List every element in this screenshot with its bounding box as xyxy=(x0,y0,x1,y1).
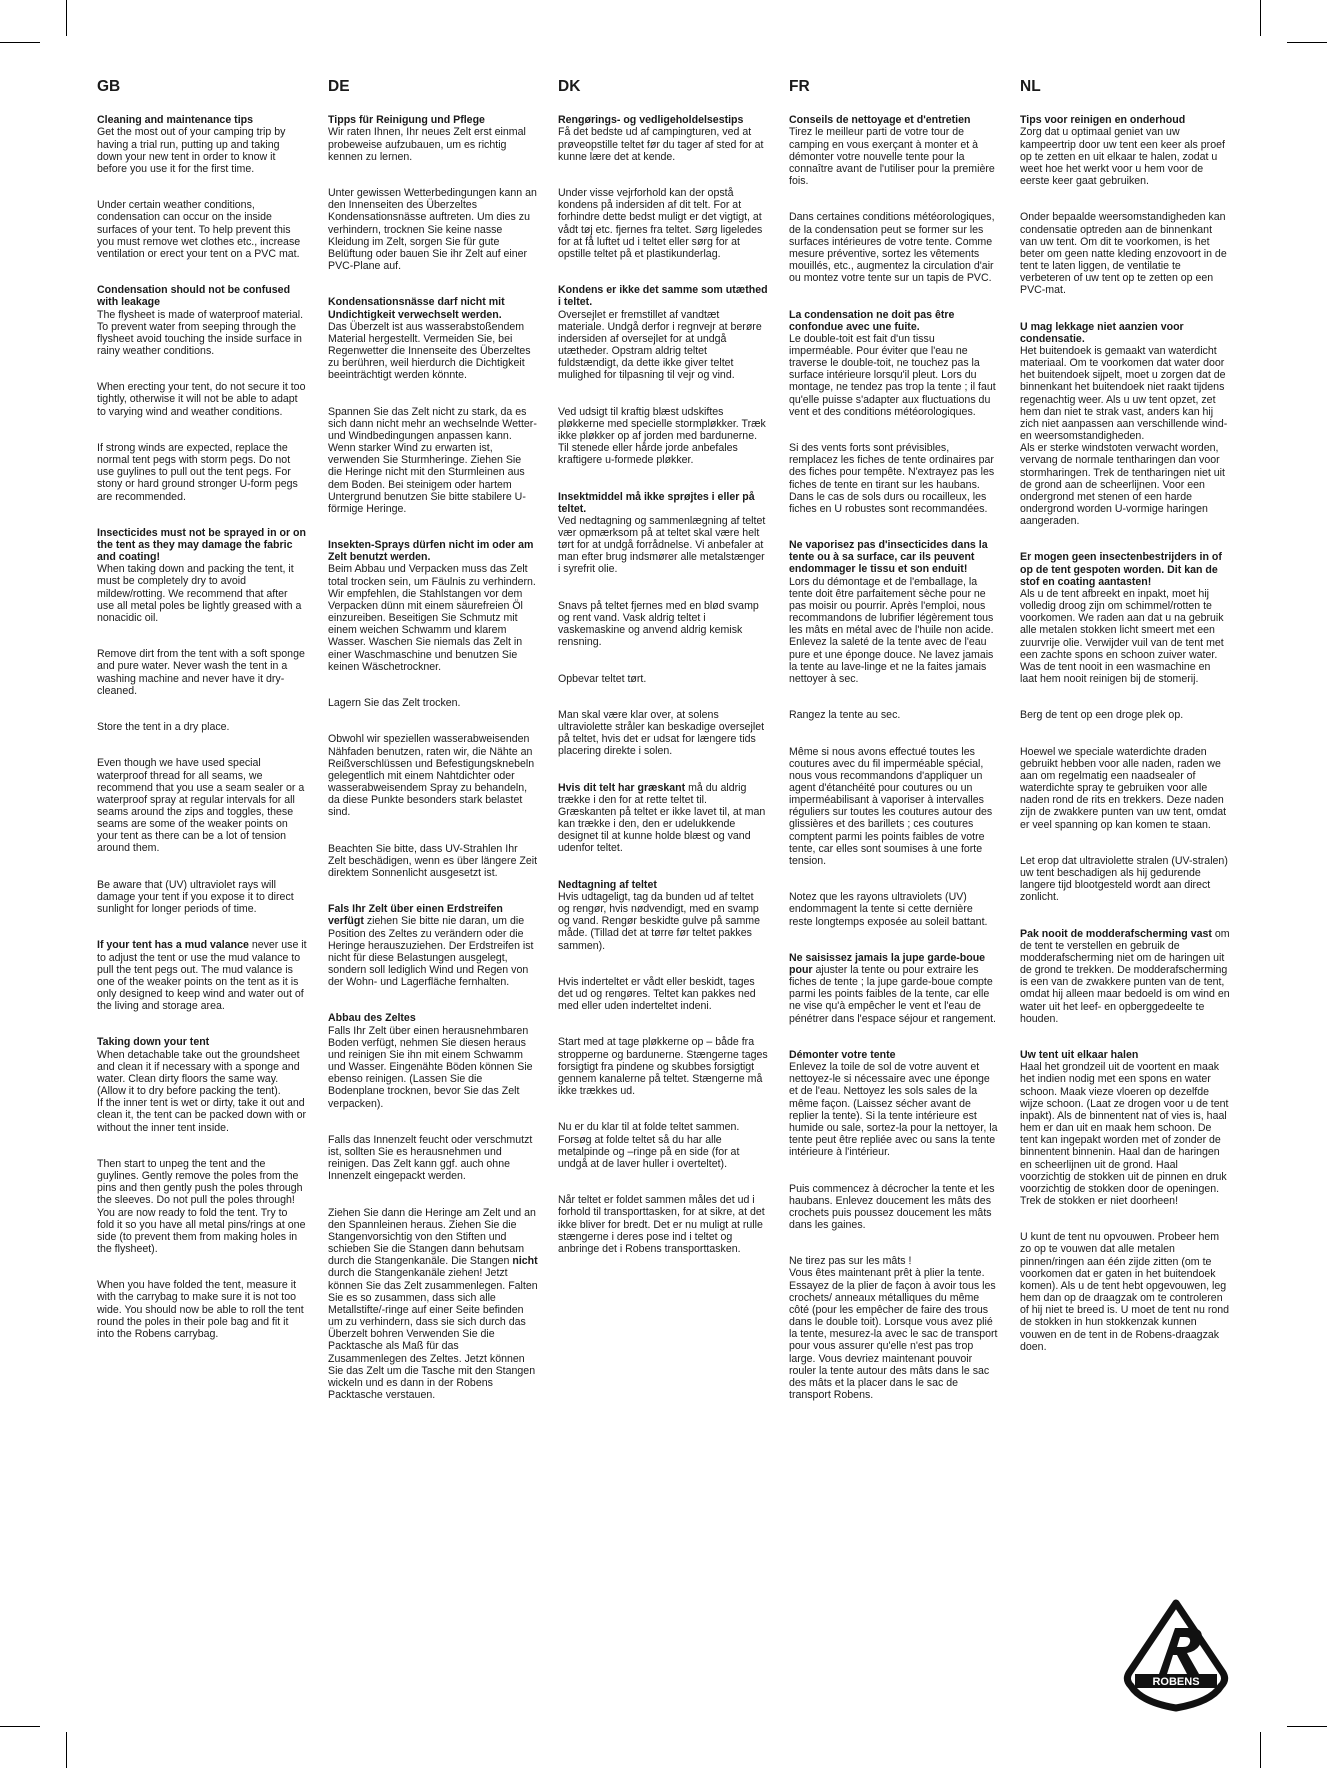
section-heading: Insektmiddel må ikke sprøjtes i eller på teltet. xyxy=(558,490,758,515)
paragraph: Under certain weather conditions, condensation can occur on the inside surfaces of your tent. To help prevent this you must remove wet clothes etc., increase ventilation or erect your tent on a PVC mat. xyxy=(97,199,304,260)
paragraph xyxy=(558,879,768,952)
body-text: When taking down and packing the tent, it must be completely dry to avoid mildew/rotting. We recommend that after use all metal poles be lightly greased with a nonacidic oil. xyxy=(97,563,305,624)
paragraph: Hvis inderteltet er vådt eller beskidt, tages det ud og rengøres. Teltet kan pakkes ned med eller uden inderteltet indeni. xyxy=(558,975,759,1013)
body-text: Le double-toit est fait d'un tissu imperméable. Pour éviter que l'eau ne traverse le double-toit, ne touchez pas la surface intérieure lorsqu'il pleut. Lors du montage, ne tendez pas trop la tente ; il faut qu'elle puisse s'adapter aux fluctuations du vent et des conditions météorologiques. xyxy=(789,332,999,418)
body-text: durch die Stangenkanäle ziehen! Jetzt können Sie das Zelt zusammenlegen. Falten Sie es so zusammen, dass sich alle Metallstifte/-ringe auf einer Seite befinden um zu verhindern, dass sie sich durch das Überzelt bohren Verwenden Sie die Packtasche als Maß für das Zusammenlegen des Zeltes. Jetzt können Sie das Zelt um die Tasche mit den Stangen wickeln und es dann in der Robens Packtasche verstauen. xyxy=(328,1255,541,1401)
logo-text: ROBENS xyxy=(1152,1676,1200,1688)
crop-mark xyxy=(1260,0,1261,36)
body-text: Tirez le meilleur parti de votre tour de camping en vous exerçant à monter et à démonter votre nouvelle tente pour la connaître avant de l'utiliser pour la première fois. xyxy=(789,126,998,188)
paragraph: Rangez la tente au sec. xyxy=(789,709,901,722)
paragraph: If strong winds are expected, replace the normal tent pegs with storm pegs. Do not use guylines to pull out the tent pegs. For stony or hard ground stronger U-form pegs are recommended. xyxy=(97,441,301,503)
paragraph: Même si nous avons effectué toutes les coutures avec du fil imperméable spécial, nous vous recommandons d'appliquer un agent d'étanchéité pour coutures ou un imperméabilisant à vaporiser à intervalles réguliers sur toutes les coutures autour des glissières et des barillets ; ces coutures comptent parmi les points faibles de votre tente, car elles sont soumises à une forte tension. xyxy=(789,745,996,867)
section-heading: Tipps für Reinigung und Pflege xyxy=(328,114,485,127)
body-text: Beim Abbau und Verpacken muss das Zelt total trocken sein, um Fäulnis zu verhindern. Wir empfehlen, die Stahlstangen vor dem Verpacken dünn mit einem säurefreien Öl einzureiben. Beseitigen Sie Schmutz mit einem weichen Schwamm und klarem Wasser. Waschen Sie niemals das Zelt in einer Waschmaschine und benutzen Sie keinen Wäschetrockner. xyxy=(328,563,539,673)
section-heading: Condensation should not be confused with leakage xyxy=(97,284,293,309)
paragraph xyxy=(789,952,999,1025)
paragraph: Obwohl wir speziellen wasserabweisenden Nähfaden benutzen, raten wir, die Nähte an Reißverschlüssen und Befestigungsknebeln gelegentlich mit einem Nahtdichter oder wasserabweisendem Spray zu behandeln, da diese Punkte besonders stark belastet sind. xyxy=(328,733,538,819)
paragraph: Man skal være klar over, at solens ultraviolette stråler kan beskadige oversejlet på teltet, hvis det er udsat for længere tids placering direkte i solen. xyxy=(558,708,768,758)
paragraph xyxy=(558,114,768,163)
paragraph: Remove dirt from the tent with a soft sponge and pure water. Never wash the tent in a washing machine and never have it dry-cleaned. xyxy=(97,648,308,697)
paragraph xyxy=(328,1206,541,1402)
paragraph: Under visse vejrforhold kan der opstå kondens på indersiden af dit telt. For at forhindre dette bedst muligt er det vigtigt, at vådt tøj etc. fjernes fra teltet. Sørg ligeledes for at få luftet ud i teltet eller sørg for at opstille teltet på et plastikunderlag. xyxy=(558,187,766,260)
body-text: Als u de tent afbreekt en inpakt, moet hij volledig droog zijn om schimmel/rotten te voorkomen. We raden aan dat u na gebruik alle metalen stokken licht smeert met een zuurvrije olie. Verwijder vuil van de tent met een zachte spons en schoon zuiver water. Was de tent nooit in een wasmachine en laat hem nooit reinigen bij de stomerij. xyxy=(1020,587,1227,686)
paragraph: Start med at tage pløkkerne op – både fra stropperne og bardunerne. Stængerne tages forsigtigt fra pindene og skubbes forsigtigt gennem kanalerne på teltet. Stængerne må ikke trækkes ud. xyxy=(558,1036,771,1098)
section-heading: Conseils de nettoyage et d'entretien xyxy=(789,114,971,127)
body-text: Falls Ihr Zelt über einen herausnehmbaren Boden verfügt, nehmen Sie diesen heraus und reinigen Sie ihn mit einem Schwamm und Wasser. Eingenähte Böden können Sie ebenso reinigen. (Lassen Sie die Bodenplane trocknen, bevor Sie das Zelt verpacken). xyxy=(328,1024,536,1110)
paragraph xyxy=(789,1049,999,1158)
section-heading: Insekten-Sprays dürfen nicht im oder am Zelt benutzt werden. xyxy=(328,539,537,564)
section-heading: La condensation ne doit pas être confondue avec une fuite. xyxy=(789,308,958,333)
body-text: Ziehen Sie dann die Heringe am Zelt und an den Spannleinen heraus. Ziehen Sie die Stangenvorsichtig von den Stiften und schieben Sie die Stangen dann behutsam durch die Stangenkanäle. Die Stangen xyxy=(328,1206,539,1268)
paragraph xyxy=(789,114,999,187)
section-heading: Tips voor reinigen en onderhoud xyxy=(1020,114,1186,127)
section-heading: Démonter votre tente xyxy=(789,1048,896,1061)
body-text: Wir raten Ihnen, Ihr neues Zelt erst einmal probeweise aufzubauen, um es richtig kennen zu lernen. xyxy=(328,126,529,163)
column-nl xyxy=(1020,66,1233,1377)
body-text: Zorg dat u optimaal geniet van uw kampeertrip door uw tent een keer als proef op te zetten en uit elkaar te halen, zodat u weet hoe het werkt voor u hem voor de eerste keer gaat gebruiken. xyxy=(1020,126,1228,188)
section-heading: Hvis dit telt har græskant xyxy=(558,781,686,794)
body-text: ajuster la tente ou pour extraire les fiches de tente ; la jupe garde-boue compte parmi les points faibles de la tente, car elle ne vise qu'à empêcher le vent et l'eau de pénétrer dans l'espace séjour et rangement. xyxy=(789,964,996,1025)
body-text: Enlevez la toile de sol de votre auvent et nettoyez-le si nécessaire avec une éponge et de l'eau. Nettoyez les sols sales de la même façon. (Laissez sécher avant de replier la tente). Si la tente intérieure est humide ou sale, sortez-la pour la nettoyer, la tente peut être repliée avec ou sans la tente intérieure à l'intérieur. xyxy=(789,1061,1001,1159)
crop-mark xyxy=(0,42,40,43)
paragraph xyxy=(558,491,768,576)
paragraph xyxy=(97,527,307,624)
crop-mark xyxy=(1287,42,1327,43)
section-heading: Ne saisissez jamais la jupe garde-boue pour xyxy=(789,951,989,976)
body-text: Das Überzelt ist aus wasserabstoßendem Material hergestellt. Vermeiden Sie, bei Regenwetter die Innenseite des Überzeltes zu berühren, weil hierdurch die Dichtigkeit beeinträchtigt werden könnte. xyxy=(328,320,534,382)
column-de xyxy=(328,66,541,1425)
paragraph: Hoewel we speciale waterdichte draden gebruikt hebben voor alle naden, raden we aan om regelmatig een naadsealer of waterdichte spray te gebruiken voor alle naden rond de rits en trekkers. Deze naden zijn de zwakkere punten van uw tent, omdat er veel spanning op kan komen te staan. xyxy=(1020,745,1230,831)
paragraph xyxy=(1020,927,1233,1025)
paragraph: Spannen Sie das Zelt nicht zu stark, da es sich dann nicht mehr an wechselnde Wetter- und Windbedingungen anpassen kann. Wenn starker Wind zu erwarten ist, verwenden Sie Sturmheringe. Ziehen Sie die Heringe nicht mit den Sturmleinen aus dem Boden. Bei steinigem oder hartem Untergrund benutzen Sie bitte stabilere U-förmige Heringe. xyxy=(328,405,540,515)
section-heading: Ne vaporisez pas d'insecticides dans la tente ou à sa surface, car ils peuvent endommager le tissu et son enduit! xyxy=(789,539,991,576)
paragraph: Dans certaines conditions météorologiques, de la condensation peut se former sur les surfaces intérieures de votre tente. Comme mesure préventive, sortez les vêtements mouillés, etc., augmentez la circulation d'air ou montez votre tente sur un tapis de PVC. xyxy=(789,211,998,285)
paragraph xyxy=(328,296,538,381)
paragraph: Lagern Sie das Zelt trocken. xyxy=(328,697,461,710)
paragraph: Notez que les rayons ultraviolets (UV) endommagent la tente si cette dernière reste longtemps exposée au soleil battant. xyxy=(789,891,988,928)
body-text: Haal het grondzeil uit de voortent en maak het indien nodig met een spons en water schoon. Maak vieze vloeren op dezelfde wijze schoon. (Laat ze drogen voor u de tent inpakt). Als de binnentent nat of vies is, haal hem er dan uit en maak hem schoon. De tent kan ingepakt worden met of zonder de binnentent binnenin. Haal dan de haringen en scheerlijnen uit de grond. Haal voorzichtig de stokken uit de pinnen en druk voorzichtig de stokken door de openingen. Trek de stokken er niet doorheen! xyxy=(1020,1061,1232,1207)
paragraph xyxy=(97,1036,307,1133)
paragraph: Si des vents forts sont prévisibles, remplacez les fiches de tente ordinaires par des fiches pour tempête. N'extrayez pas les fiches de tente en tirant sur les haubans. Dans le cas de sols durs ou rocailleux, les fiches en U robustes sont recommandées. xyxy=(789,442,998,515)
paragraph xyxy=(328,114,538,163)
lang-heading: FR xyxy=(789,78,810,96)
section-heading: Taking down your tent xyxy=(97,1036,210,1049)
crop-mark xyxy=(1287,1726,1327,1727)
logo-shield xyxy=(1127,1603,1224,1708)
section-heading: Rengørings- og vedligeholdelsestips xyxy=(558,114,744,127)
body-text: The flysheet is made of waterproof material. To prevent water from seeping through the flysheet avoid touching the inside surface in rainy weather conditions. xyxy=(97,308,306,357)
paragraph: Beachten Sie bitte, dass UV-Strahlen Ihr Zelt beschädigen, wenn es über längere Zeit direktem Sonnenlicht ausgesetzt ist. xyxy=(328,842,541,879)
paragraph xyxy=(97,284,307,357)
paragraph xyxy=(328,1012,538,1109)
body-text: ziehen Sie bitte nie daran, um die Position des Zeltes zu verändern oder die Heringe herauszuziehen. Der Erdstreifen ist nicht für diese Belastungen ausgelegt, sondern soll lediglich Wind und Regen von der Wohn- und Lagerfläche fernhalten. xyxy=(328,915,537,989)
paragraph xyxy=(97,939,310,1013)
paragraph xyxy=(789,309,999,418)
emphasis: nicht xyxy=(512,1255,538,1268)
crop-mark xyxy=(0,1726,40,1727)
body-text: må du aldrig trække i den for at rette teltet til. Græskanten på teltet er ikke lavet til, at man kan trække i den, den er udelukkende designet til at kunne holde blæst og vand udenfor teltet. xyxy=(558,781,769,855)
column-dk xyxy=(558,66,771,1279)
body-text: Lors du démontage et de l'emballage, la tente doit être parfaitement sèche pour ne pas moisir ou pourrir. Après l'emploi, nous recommandons de lubrifier légèrement tous les mâts en métal avec de l'huile non acide. Enlevez la saleté de la tente avec de l'eau pure et une éponge douce. Ne lavez jamais la tente au lave-linge et ne la faites jamais nettoyer à sec. xyxy=(789,575,997,685)
body-text: om de tent te verstellen en gebruik de modderafscherming niet om de haringen uit de grond te trekken. De modderafscherming is een van de zwakkere punten van de tent, omdat hij alleen maar bedoeld is om wind en water uit het leef- en opberggedeelte te houden. xyxy=(1020,927,1233,1025)
paragraph: Berg de tent op een droge plek op. xyxy=(1020,709,1184,722)
paragraph: Falls das Innenzelt feucht oder verschmutzt ist, sollten Sie es herausnehmen und reinigen. Das Zelt kann ggf. auch ohne Innenzelt eingepackt werden. xyxy=(328,1133,536,1183)
section-heading: Pak nooit de modderafscherming vast xyxy=(1020,927,1212,940)
lang-heading: GB xyxy=(97,78,121,96)
paragraph: Even though we have used special waterproof thread for all seams, we recommend that you use a seam sealer or a waterproof spray at regular intervals for all seams around the zips and toggles, these seams are some of the weaker points on your tent as there can be a lot of tension around them. xyxy=(97,757,308,855)
lang-heading: DK xyxy=(558,78,581,96)
paragraph: Ne tirez pas sur les mâts ! Vous êtes maintenant prêt à plier la tente. Essayez de la plier de façon à avoir tous les crochets/ anneaux métalliques du même côté (pour les empêcher de faire des trous dans le double toit). Lorsque vous avez plié la tente, mesurez-la avec le sac de transport pour vous assurer qu'elle n'est pas trop large. Vous devriez maintenant pouvoir rouler la tente autour des mâts dans le sac des mâts et la placer dans le sac de transport Robens. xyxy=(789,1255,998,1401)
column-fr xyxy=(789,66,999,1425)
section-heading: Fals Ihr Zelt über einen Erdstreifen verfügt xyxy=(328,903,506,928)
paragraph: Store the tent in a dry place. xyxy=(97,721,230,734)
body-text: Get the most out of your camping trip by having a trial run, putting up and taking down your new tent in order to know it before you use it for the first time. xyxy=(97,126,289,175)
body-text: Het buitendoek is gemaakt van waterdicht materiaal. Om te voorkomen dat water door het buitendoek sijpelt, moet u zorgen dat de binnenkant het buitendoek niet raakt tijdens regenachtig weer. Als u uw tent opzet, zet hem dan niet te strak vast, anders kan hij zich niet aanpassen aan verschillende wind- en weersomstandigheden. Als er sterke windstoten verwacht worden, vervang de normale tentharingen dan voor stormharingen. Trek de tentharingen niet uit de grond aan de scheerlijnen. Voor een ondergrond met stenen of een harde ondergrond worden U-vormige haringen aangeraden. xyxy=(1020,344,1228,528)
section-heading: Er mogen geen insectenbestrijders in of op de tent gespoten worden. Dit kan de stof en coating aantasten! xyxy=(1020,551,1225,588)
section-heading: Abbau des Zeltes xyxy=(328,1012,416,1025)
paragraph: Be aware that (UV) ultraviolet rays will damage your tent if you expose it to direct sunlight for longer periods of time. xyxy=(97,878,297,916)
section-heading: Cleaning and maintenance tips xyxy=(97,114,253,127)
paragraph: Ved udsigt til kraftig blæst udskiftes pløkkerne med specielle stormpløkker. Træk ikke pløkker op af jorden med bardunerne. Til stenede eller hårde jorde anbefales kraftigere u-formede pløkker. xyxy=(558,405,769,467)
lang-heading: DE xyxy=(328,78,350,96)
body-text: never use it to adjust the tent or use the mud valance to pull the tent pegs out. The mud valance is one of the weaker points on the tent as it is only designed to keep wind and water out of the living and storage area. xyxy=(97,939,310,1013)
paragraph xyxy=(789,539,999,685)
section-heading: Insecticides must not be sprayed in or on the tent as they may damage the fabric and coating! xyxy=(97,526,309,564)
paragraph xyxy=(1020,114,1230,187)
paragraph: Puis commencez à décrocher la tente et les haubans. Enlevez doucement les mâts des crochets puis poussez doucement les mâts dans les gaines. xyxy=(789,1182,998,1231)
paragraph xyxy=(1020,551,1230,685)
paragraph xyxy=(558,782,768,855)
paragraph: Nu er du klar til at folde teltet sammen. Forsøg at folde teltet så du har alle metalpinde og –ringe på en side (for at undgå at de laver huller i overteltet). xyxy=(558,1121,743,1170)
paragraph: Opbevar teltet tørt. xyxy=(558,672,647,685)
body-text: Hvis udtageligt, tag da bunden ud af teltet og rengør, hvis nødvendigt, med en svamp og vand. Rengør beskidte gulve på samme måde. (Tillad det at tørre før teltet pakkes sammen). xyxy=(558,890,763,952)
body-text: Oversejlet er fremstillet af vandtæt materiale. Undgå derfor i regnvejr at berøre indersiden af oversejlet for at undgå utætheder. Opstram aldrig teltet fuldstændigt, da dette ikke giver teltet mulighed for tilpasning til vejr og vind. xyxy=(558,308,765,382)
section-heading: Nedtagning af teltet xyxy=(558,878,657,891)
paragraph xyxy=(558,284,771,382)
section-heading: Uw tent uit elkaar halen xyxy=(1020,1049,1139,1062)
section-heading: Kondens er ikke det samme som utæthed i teltet. xyxy=(558,284,771,309)
paragraph: U kunt de tent nu opvouwen. Probeer hem zo op te vouwen dat alle metalen pinnen/ringen aan één zijde zitten (om te voorkomen dat er gaten in het buitendoek komen). Als u de tent hebt opgevouwen, leg hem dan op de draagzak om te controleren of hij niet te breed is. U moet de tent nu rond de stokken in hun stokkenzak kunnen vouwen en de tent in de Robens-draagzak doen. xyxy=(1020,1231,1233,1353)
crop-mark xyxy=(66,1732,67,1768)
body-text: Ved nedtagning og sammenlægning af teltet vær opmærksom på at teltet skal være helt tørt for at undgå forrådnelse. Vi anbefaler at man efter brug indsmører alle metalstænger i syrefrit olie. xyxy=(558,514,769,576)
paragraph: Unter gewissen Wetterbedingungen kann an den Innenseiten des Überzeltes Kondensationsnässe auftreten. Um dies zu verhindern, trocknen Sie keine nasse Kleidung im Zelt, sorgen Sie für gute Belüftung oder bauen Sie ihr Zelt auf einer PVC-Plane auf. xyxy=(328,187,540,273)
paragraph: Snavs på teltet fjernes med en blød svamp og rent vand. Vask aldrig teltet i vaskemaskine og anvend aldrig kemisk rensning. xyxy=(558,599,762,649)
crop-mark xyxy=(1260,1732,1261,1768)
robens-logo-icon xyxy=(1121,1598,1231,1712)
body-text: Få det bedste ud af campingturen, ved at prøveopstille teltet før du tager af sted for at kunne lære det at kende. xyxy=(558,126,767,163)
section-heading: U mag lekkage niet aanzien voor condensatie. xyxy=(1020,320,1187,345)
paragraph: Når teltet er foldet sammen måles det ud i forhold til transporttasken, for at sikre, at det ikke bliver for bredt. Det er nu muligt at rulle stængerne i deres pose ind i teltet og anbringe det i Robens transporttasken. xyxy=(558,1194,768,1255)
paragraph xyxy=(1020,321,1230,528)
paragraph: When you have folded the tent, measure it with the carrybag to make sure it is not too wide. You should now be able to roll the tent round the poles in their pole bag and fit it into the Robens carrybag. xyxy=(97,1279,307,1340)
body-text: When detachable take out the groundsheet and clean it if necessary with a sponge and water. Clean dirty floors the same way. (Allow it to dry before packing the tent). If the inner tent is wet or dirty, take it out and clean it, the tent can be packed down with or without the inner tent inside. xyxy=(97,1048,307,1134)
paragraph: Let erop dat ultraviolette stralen (UV-stralen) uw tent beschadigen als hij gedurende langere tijd blootgesteld wordt aan direct zonlicht. xyxy=(1020,854,1231,904)
paragraph xyxy=(97,114,307,175)
column-gb xyxy=(97,66,310,1364)
paragraph: When erecting your tent, do not secure it too tightly, otherwise it will not be able to adapt to varying wind and weather conditions. xyxy=(97,381,309,418)
paragraph: Then start to unpeg the tent and the guylines. Gently remove the poles from the pins and then gently push the poles through the sleeves. Do not pull the poles through! You are now ready to fold the tent. Try to fold it so you have all metal pins/rings at one side (to prevent them from making holes in the flysheet). xyxy=(97,1157,306,1255)
section-heading: Kondensationsnässe darf nicht mit Undichtigkeit verwechselt werden. xyxy=(328,296,508,321)
paragraph xyxy=(328,903,538,988)
section-heading: If your tent has a mud valance xyxy=(97,939,249,952)
paragraph xyxy=(1020,1049,1230,1207)
lang-heading: NL xyxy=(1020,78,1041,96)
paragraph: Onder bepaalde weersomstandigheden kan condensatie optreden aan de binnenkant van uw tent. Om dit te voorkomen, is het beter om geen natte kleding enzovoort in de tent te laten liggen, de ventilatie te verbeteren of uw tent op te zetten op een PVC-mat. xyxy=(1020,211,1230,297)
paragraph xyxy=(328,539,538,673)
robens-logo xyxy=(1121,1598,1231,1712)
crop-mark xyxy=(66,0,67,36)
